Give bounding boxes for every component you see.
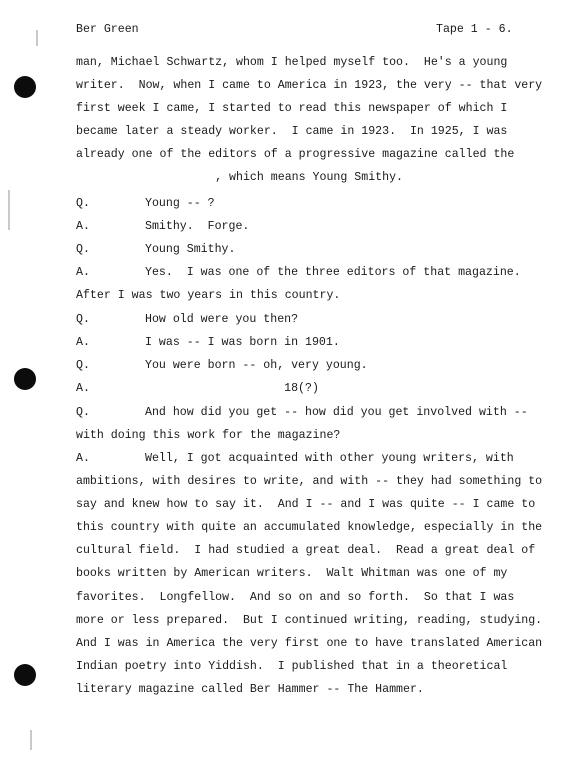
transcript-line: [76, 544, 535, 558]
transcript-line: [76, 498, 535, 512]
transcript-line: [76, 243, 235, 257]
line-text: already one of the editors of a progressive magazine called the: [76, 148, 515, 161]
transcript-line: [76, 406, 528, 420]
speaker-marker: A.: [76, 336, 90, 349]
transcript-line: [76, 591, 514, 605]
line-text: I was -- I was born in 1901.: [145, 336, 340, 349]
transcript-line: [76, 171, 403, 185]
line-text: cultural field. I had studied a great deal. Read a great deal of: [76, 544, 536, 557]
header-tape: Tape 1 - 6.: [436, 23, 513, 36]
speaker-marker: A.: [76, 266, 90, 279]
transcript-line: [76, 220, 249, 234]
transcript-line: [76, 683, 424, 697]
line-text: Smithy. Forge.: [145, 220, 250, 233]
speaker-marker: Q.: [76, 359, 90, 372]
transcript-line: [76, 359, 368, 373]
line-text: favorites. Longfellow. And so on and so forth. So that I was: [76, 591, 515, 604]
line-text: books written by American writers. Walt Whitman was one of my: [76, 567, 508, 580]
speaker-marker: A.: [76, 452, 90, 465]
transcript-line: [76, 637, 542, 651]
scan-artifact: [36, 30, 38, 46]
transcript-line: [76, 266, 521, 280]
line-text: man, Michael Schwartz, whom I helped myself too. He's a young: [76, 56, 508, 69]
line-text: , which means Young Smithy.: [76, 171, 403, 184]
header-name: Ber Green: [76, 23, 139, 36]
transcript-line: [76, 475, 542, 489]
speaker-marker: A.: [76, 382, 90, 395]
transcript-line: [76, 382, 319, 396]
punch-hole: [14, 368, 36, 390]
transcript-line: [76, 125, 507, 139]
line-text: Indian poetry into Yiddish. I published that in a theoretical: [76, 660, 508, 673]
transcript-line: [76, 79, 542, 93]
transcript-line: [76, 521, 542, 535]
speaker-marker: Q.: [76, 406, 90, 419]
speaker-marker: Q.: [76, 313, 90, 326]
speaker-marker: Q.: [76, 197, 90, 210]
transcript-line: [76, 452, 514, 466]
transcript-line: [76, 313, 298, 327]
line-text: Well, I got acquainted with other young writers, with: [145, 452, 514, 465]
transcript-line: [76, 660, 507, 674]
line-text: more or less prepared. But I continued writing, reading, studying.: [76, 614, 543, 627]
line-text: And I was in America the very first one to have translated American: [76, 637, 543, 650]
line-text: You were born -- oh, very young.: [145, 359, 368, 372]
speaker-marker: Q.: [76, 243, 90, 256]
transcript-line: [76, 567, 507, 581]
line-text: Young Smithy.: [145, 243, 236, 256]
punch-hole: [14, 76, 36, 98]
line-text: How old were you then?: [145, 313, 299, 326]
line-text: became later a steady worker. I came in 1923. In 1925, I was: [76, 125, 508, 138]
line-text: literary magazine called Ber Hammer -- The Hammer.: [76, 683, 424, 696]
transcript-line: [76, 289, 340, 303]
speaker-marker: A.: [76, 220, 90, 233]
line-text: writer. Now, when I came to America in 1923, the very -- that very: [76, 79, 543, 92]
line-text: After I was two years in this country.: [76, 289, 341, 302]
line-text: Yes. I was one of the three editors of that magazine.: [145, 266, 521, 279]
transcript-line: [76, 336, 340, 350]
line-text: And how did you get -- how did you get involved with --: [145, 406, 528, 419]
transcript-line: [76, 102, 507, 116]
line-text: Young -- ?: [145, 197, 215, 210]
transcript-line: [76, 56, 507, 70]
transcript-line: [76, 429, 340, 443]
line-text: this country with quite an accumulated knowledge, especially in the: [76, 521, 543, 534]
line-text: say and knew how to say it. And I -- and I was quite -- I came to: [76, 498, 536, 511]
transcript-line: [76, 148, 514, 162]
line-text: 18(?): [145, 382, 319, 395]
scan-artifact: [8, 190, 10, 230]
line-text: ambitions, with desires to write, and with -- they had something to: [76, 475, 543, 488]
line-text: with doing this work for the magazine?: [76, 429, 341, 442]
transcript-line: [76, 197, 215, 211]
transcript-line: [76, 614, 542, 628]
line-text: first week I came, I started to read this newspaper of which I: [76, 102, 508, 115]
scan-artifact: [30, 730, 32, 750]
punch-hole: [14, 664, 36, 686]
